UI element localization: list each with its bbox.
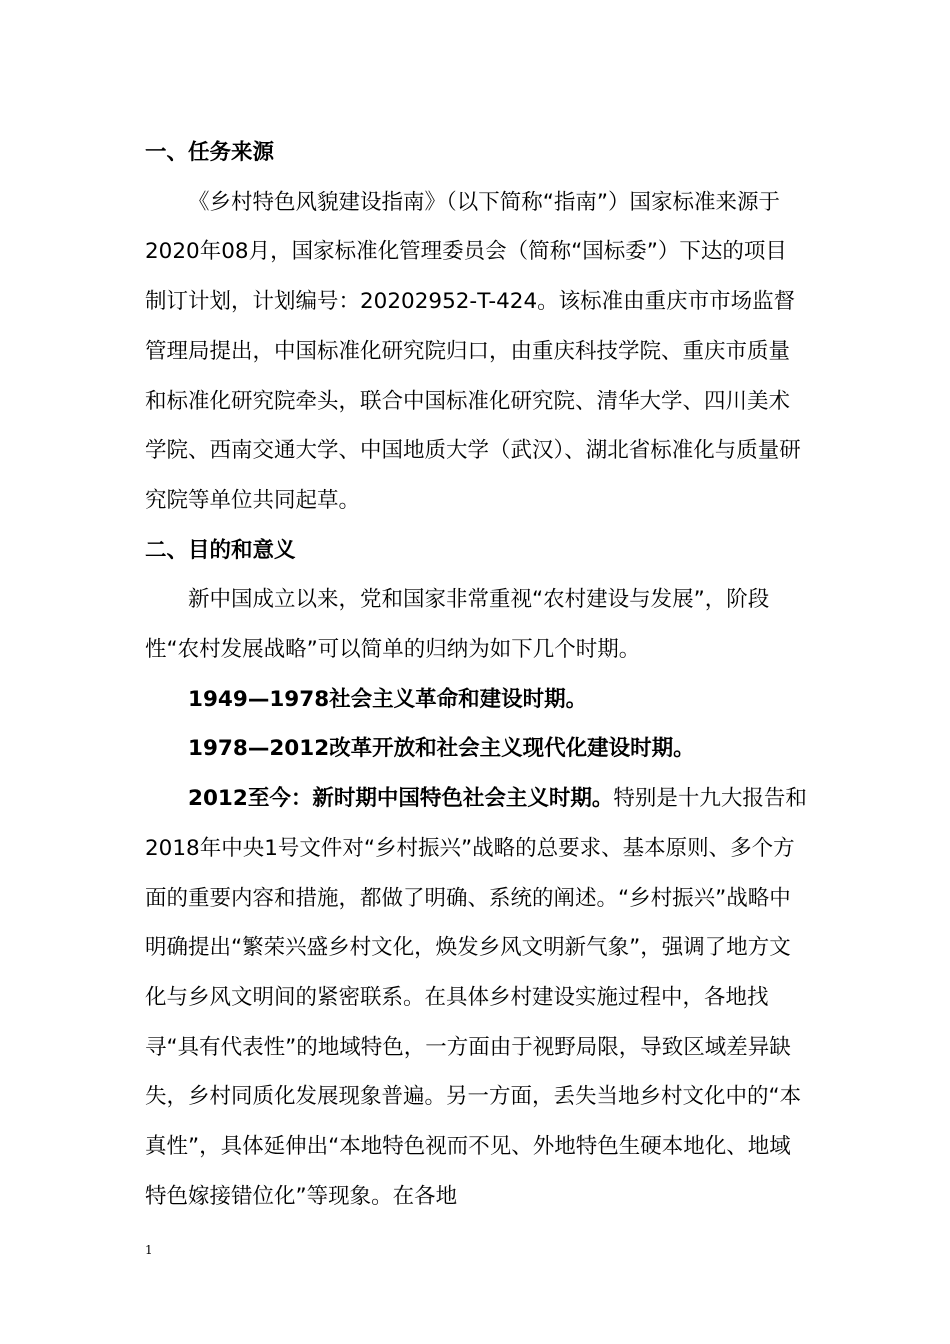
section-heading-purpose: 二、目的和意义 xyxy=(145,537,296,563)
document-body xyxy=(145,128,807,1221)
paragraph-purpose-intro: 新中国成立以来，党和国家非常重视“农村建设与发展”，阶段性“农村发展战略”可以简单的归纳为如下几个时期。 xyxy=(145,587,770,663)
period-2012-title: 2012至今：新时期中国特色社会主义时期。 xyxy=(188,786,614,812)
period-1949-1978: 1949—1978社会主义革命和建设时期。 xyxy=(188,686,588,712)
period-2012-text: 特别是十九大报告和2018年中央1号文件对“乡村振兴”战略的总要求、基本原则、多个方面的重要内容和措施，都做了明确、系统的阐述。“乡村振兴”战略中明确提出“繁荣兴盛乡村文化，焕发乡风文明新气象”，强调了地方文化与乡风文明间的紧密联系。在具体乡村建设实施过程中，各地找寻“具有代表性”的地域特色，一方面由于视野局限，导致区域差异缺失，乡村同质化发展现象普遍。另一方面，丢失当地乡村文化中的“本真性”，具体延伸出“本地特色视而不见、外地特色生硬本地化、地域特色嫁接错位化”等现象。在各地 xyxy=(145,786,807,1209)
paragraph-period-2012 xyxy=(145,774,807,1221)
page-number: 1 xyxy=(145,1243,153,1257)
period-1978-2012: 1978—2012改革开放和社会主义现代化建设时期。 xyxy=(188,736,695,762)
paragraph-task-source: 《乡村特色风貌建设指南》（以下简称“指南”）国家标准来源于2020年08月，国家标准化管理委员会（简称“国标委”）下达的项目制订计划，计划编号：20202952-T-424。该标准由重庆市市场监督管理局提出，中国标准化研究院归口，由重庆科技学院、重庆市质量和标准化研究院牵头，联合中国标准化研究院、清华大学、四川美术学院、西南交通大学、中国地质大学（武汉）、湖北省标准化与质量研究院等单位共同起草。 xyxy=(145,189,801,513)
section-heading-task-source: 一、任务来源 xyxy=(145,140,275,165)
